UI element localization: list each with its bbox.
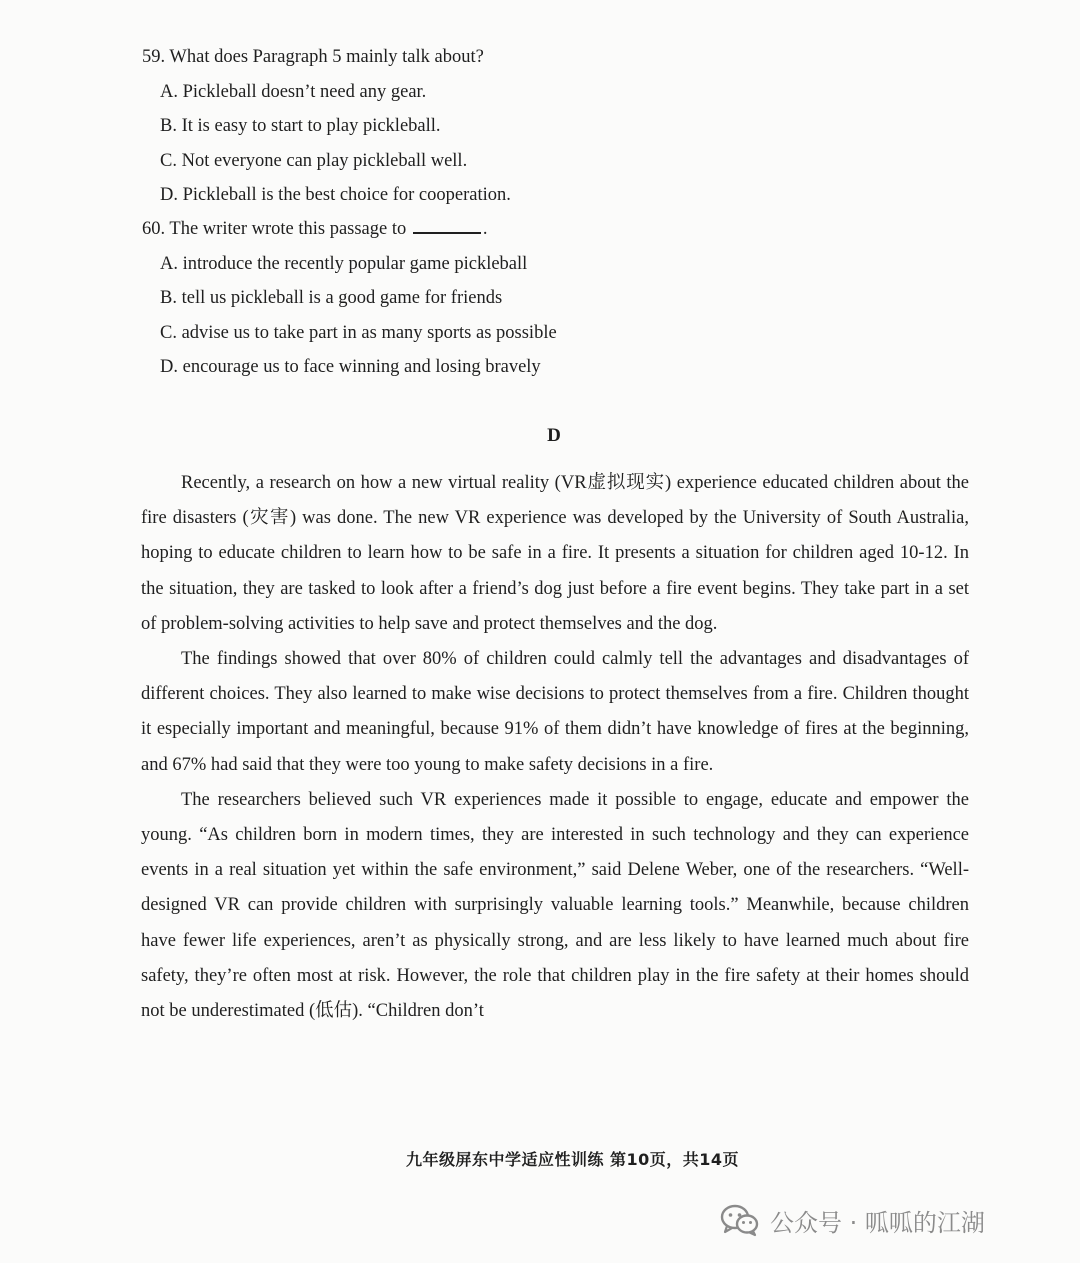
option-d: D. encourage us to face winning and losing bravely <box>160 357 541 377</box>
option-a: A. Pickleball doesn’t need any gear. <box>160 81 427 102</box>
question-59 <box>0 40 1080 213</box>
option-c: C. advise us to take part in as many sports as possible <box>160 322 557 343</box>
question-stem-end: . <box>482 219 488 239</box>
passage-paragraph-2: The findings showed that over 80% of children could calmly tell the advantages and disadvantages of different choices. They also learned to make wise decisions to protect themselves from a fire. Children thought it especially important and meaningful, because 91% of them didn’t have knowledge of fires at the beginning, and 67% had said that they were too young to make safety decisions in a fire. <box>141 649 969 775</box>
page-footer: 九年级屏东中学适应性训练 第10页，共14页 <box>405 1150 740 1169</box>
option-b: B. It is easy to start to play pickleball. <box>160 116 441 136</box>
question-60 <box>0 212 1080 385</box>
option-c: C. Not everyone can play pickleball well. <box>160 150 468 171</box>
passage-paragraph-1: Recently, a research on how a new virtual reality (VR虚拟现实) experience educated children about the fire disasters (灾害) was done. The new VR experience was developed by the University of South Australia, hoping to educate children to learn how to be safe in a fire. It presents a situation for children aged 10-12. In the situation, they are tasked to look after a friend’s dog just before a fire event begins. They take part in a set of problem-solving activities to help save and protect themselves and the dog. <box>141 473 969 634</box>
passage-paragraph-3: The researchers believed such VR experiences made it possible to engage, educate and empower the young. “As children born in modern times, they are interested in such technology and they can experience events in a real situation yet within the safe environment,” said Delene Weber, one of the researchers. “Well-designed VR can provide children with surprisingly valuable learning tools.” Meanwhile, because children have fewer life experiences, aren’t as physically strong, and are less likely to have learned much about fire safety, they’re often most at risk. However, the role that children play in the fire safety at their homes should not be underestimated (低估). “Children don’t <box>141 789 969 1022</box>
answer-blank <box>413 216 481 234</box>
watermark-text: 公众号 · 呱呱的江湖 <box>770 1208 985 1237</box>
option-d: D. Pickleball is the best choice for cooperation. <box>160 185 511 205</box>
reading-passage <box>141 466 969 1029</box>
question-stem: 59. What does Paragraph 5 mainly talk about? <box>142 47 484 67</box>
option-b: B. tell us pickleball is a good game for friends <box>160 288 503 308</box>
wechat-icon <box>720 1203 760 1237</box>
section-title: D <box>547 425 561 446</box>
question-stem-text: 60. The writer wrote this passage to <box>142 219 407 239</box>
option-a: A. introduce the recently popular game pickleball <box>160 253 528 274</box>
watermark <box>720 1200 985 1240</box>
question-stem <box>0 212 1080 247</box>
